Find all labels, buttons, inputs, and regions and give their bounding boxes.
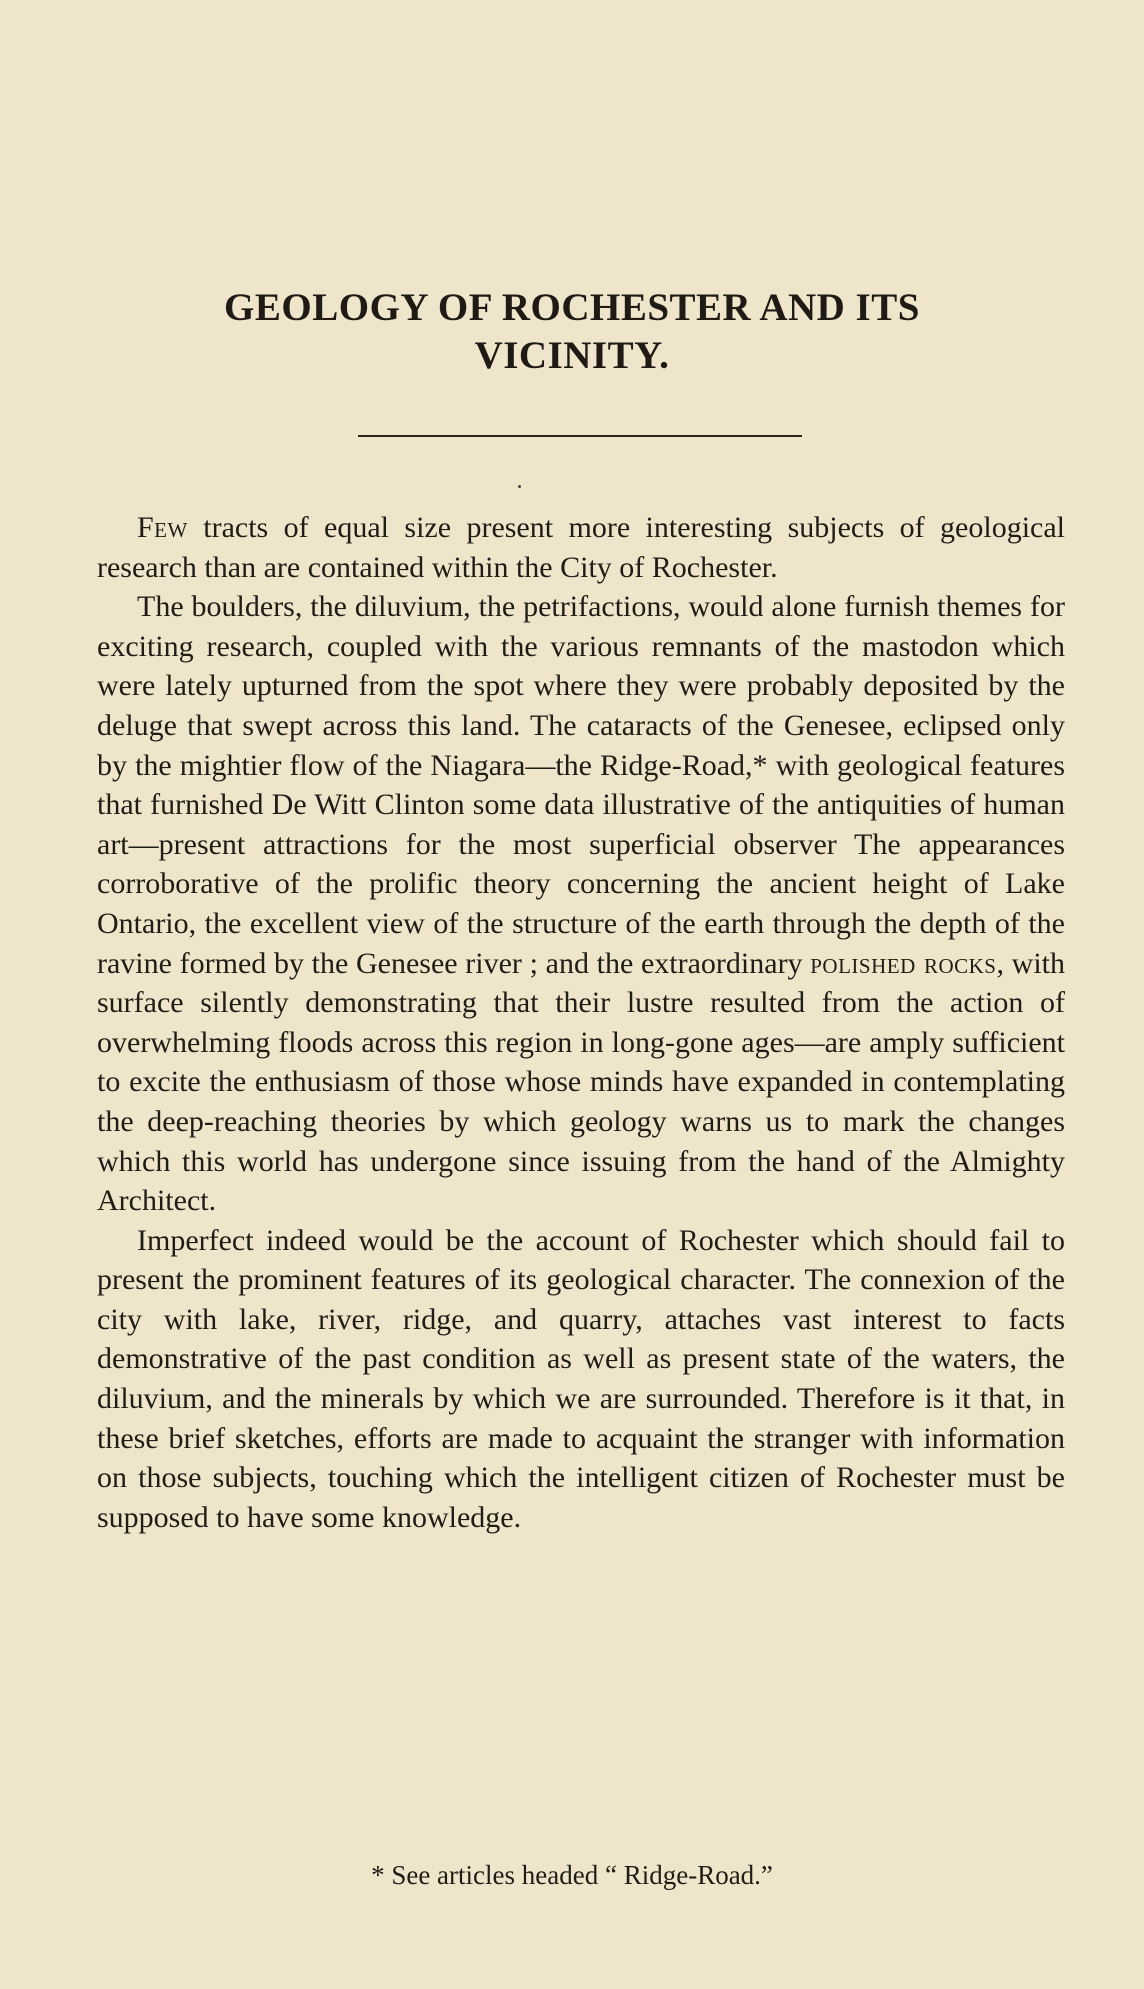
paragraph-1 (97, 508, 1065, 587)
title-line-1: GEOLOGY OF ROCHESTER AND ITS (224, 286, 920, 330)
paragraph-2-small-caps: polished rocks (810, 946, 997, 980)
paragraph-2-text-a: The boulders, the diluvium, the petrifactions, would alone furnish themes for exciting research, coupled with the various remnants of the mastodon which were lately upturned from the spot where they were probably deposited by the deluge that swept across this land. The cataracts of the Genesee, eclipsed only by the mightier flow of the Niagara—the Ridge-Road,* with geological features that furnished De Witt Clinton some data illustrative of the antiquities of human art—present attractions for the most superficial observer The appearances corroborative of the prolific theory concerning the ancient height of Lake Ontario, the excellent view of the structure of the earth through the depth of the ravine formed by the Genesee river ; and the extraordinary (97, 590, 1065, 980)
title-rule (358, 435, 802, 437)
paragraph-2-text-b: , with surface silently demonstrating that their lustre resulted from the action of overwhelming floods across this region in long-gone ages—are amply sufficient to excite the enthusiasm of those whose minds have expanded in contemplating the deep-reaching theories by which geology warns us to mark the changes which this world has undergone since issuing from the hand of the Almighty Architect. (97, 946, 1065, 1218)
footnote: * See articles headed “ Ridge-Road.” (371, 1860, 773, 1890)
page-title (0, 284, 1144, 380)
paragraph-1-text: tracts of equal size present more interesting subjects of geological research than are contained within the City of Rochester. (97, 511, 1065, 584)
title-line-2: VICINITY. (474, 334, 670, 378)
paragraph-2 (97, 587, 1065, 1221)
body-text (97, 508, 1065, 1537)
paragraph-3: Imperfect indeed would be the account of Rochester which should fail to present the prominent features of its geological character. The connexion of the city with lake, river, ridge, and quarry, attaches vast interest to facts demonstrative of the past condition as well as present state of the waters, the diluvium, and the minerals by which we are surrounded. Therefore is it that, in these brief sketches, efforts are made to acquaint the stranger with information on those subjects, touching which the intelligent citizen of Rochester must be supposed to have some knowledge. (97, 1223, 1065, 1534)
paragraph-1-first-word: Few (137, 511, 188, 544)
ornament-dot (518, 485, 521, 488)
